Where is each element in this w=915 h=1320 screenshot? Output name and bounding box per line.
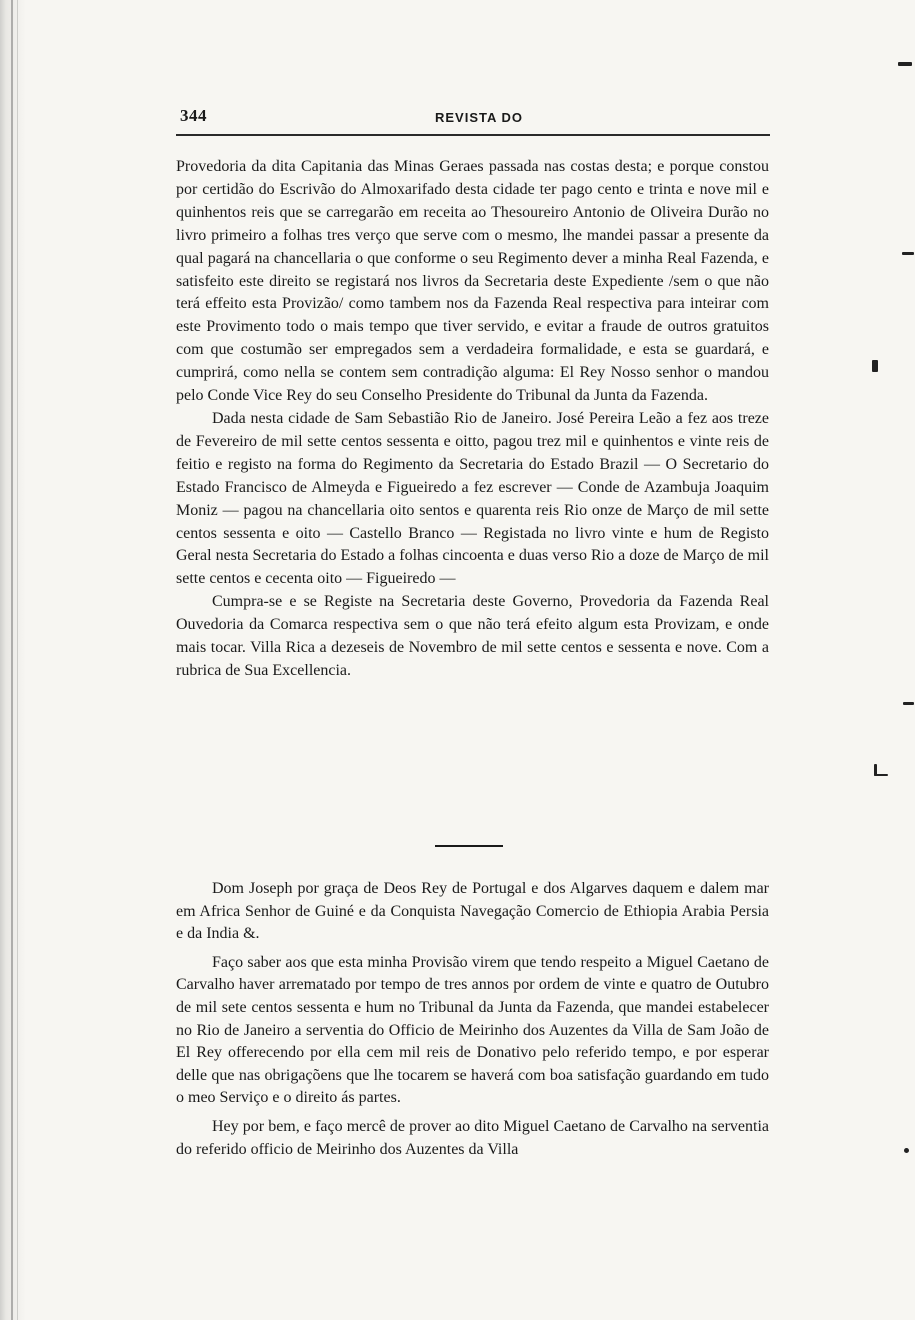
scan-edge-shadow [0, 0, 26, 1320]
paragraph: Dom Joseph por graça de Deos Rey de Portugal e dos Algarves daquem e dalem mar em Africa Senhor de Guiné e da Conquista Navegação Comercio de Ethiopia Arabia Persia e da India &. [176, 880, 769, 943]
page-number: 344 [180, 106, 207, 125]
paragraph: Cumpra-se e se Registe na Secretaria deste Governo, Provedoria da Fazenda Real Ouvedoria da Comarca respectiva sem o que não terá efeito algum esta Provizam, e onde mais tocar. Villa Rica a dezeseis de Novembro de mil sette centos e sessenta e nove. Com a rubrica de Sua Excellencia. [176, 593, 769, 679]
header-rule [176, 134, 770, 136]
margin-speck [872, 360, 878, 372]
paragraph: Dada nesta cidade de Sam Sebastião Rio de Janeiro. José Pereira Leão a fez aos treze de Fevereiro de mil sette centos sessenta e oitto, pagou trez mil e quinhentos e vinte reis de feitio e registo na forma do Regimento da Secretaria do Estado Brazil — O Secretario do Estado Francisco de Almeyda e Figueiredo a fez escrever — Conde de Azambuja Joaquim Moniz — pagou na chancellaria oito sentos e quarenta reis Rio onze de Março de mil sette centos sessenta e oito — Castello Branco — Registada no livro vinte e hum de Registo Geral nesta Secretaria do Estado a folhas cincoenta e duas verso Rio a doze de Março de mil sette centos e cecenta oito — Figueiredo — [176, 409, 769, 588]
paragraph: Provedoria da dita Capitania das Minas Geraes passada nas costas desta; e porque constou por certidão do Escrivão do Almoxarifado desta cidade ter pago cento e trinta e nove mil e quinhentos reis que se carregarão em receita ao Thesoureiro Antonio de Oliveira Durão no livro primeiro a folhas tres verço que serve com o mesmo, lhe mandei passar a presente da qual pagará na chancellaria o que conforme o seu Regimento dever a minha Real Fazenda, e satisfeito este direito se registará nos livros da Secretaria deste Expediente /sem o que não terá effeito esta Provizão/ como tambem nos da Fazenda Real respectiva para inteirar com este Provimento todo o mais tempo que tiver servido, e evitar a fraude de outros gratuitos com que costumão ser empregados sem a verdadeira formalidade, e esta se guardará, e cumprirá, como nella se contem sem contradição alguma: El Rey Nosso senhor o mandou pelo Conde Vice Rey do seu Conselho Presidente do Tribunal da Junta da Fazenda. [176, 158, 769, 405]
margin-speck [898, 62, 912, 66]
section-separator [435, 845, 503, 847]
page-header [180, 106, 770, 128]
margin-speck [874, 774, 888, 776]
document-section-2 [176, 878, 769, 1161]
document-section-1 [176, 156, 769, 683]
binding-edge-line-secondary [17, 0, 18, 1320]
running-title: REVISTA DO [435, 110, 524, 125]
margin-speck [904, 1148, 909, 1153]
binding-edge-line [11, 0, 13, 1320]
paragraph: Faço saber aos que esta minha Provisão virem que tendo respeito a Miguel Caetano de Carvalho haver arrematado por tempo de tres annos por ordem de vinte e quatro de Outubro de mil sete centos sessenta e hum no Tribunal da Junta da Fazenda, que mandei estabelecer no Rio de Janeiro a serventia do Officio de Meirinho dos Auzentes da Villa de Sam João de El Rey offerecendo por ella cem mil reis de Donativo pelo referido tempo, e por esperar delle que nas obrigaçõens que lhe tocarem se haverá com boa satisfação guardando em tudo o meo Serviço e o direito ás partes. [176, 953, 769, 1107]
margin-speck [903, 702, 914, 705]
paragraph: Hey por bem, e faço mercê de prover ao dito Miguel Caetano de Carvalho na serventia do referido officio de Meirinho dos Auzentes da Villa [176, 1117, 769, 1158]
margin-speck [902, 252, 914, 255]
